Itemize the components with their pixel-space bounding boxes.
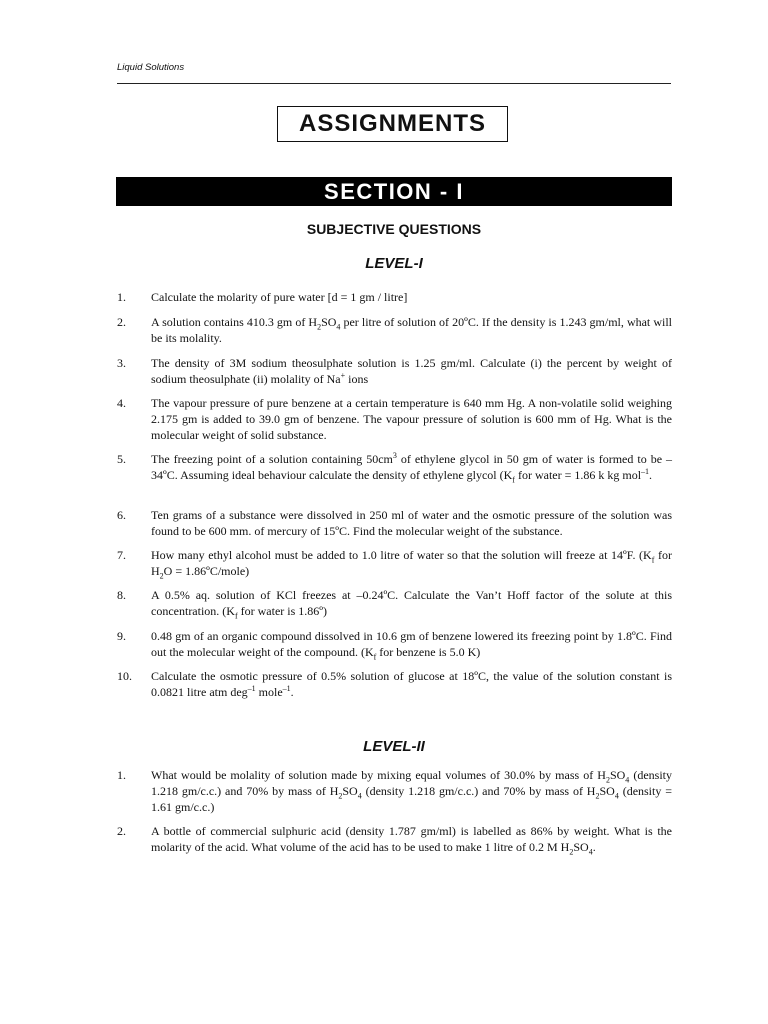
- section-heading: SECTION - I: [116, 177, 672, 206]
- question-text: The density of 3M sodium theosulphate solution is 1.25 gm/ml. Calculate (i) the percent by weight of sodium theosulphate (ii) molality of Na+ ions: [151, 356, 672, 386]
- question-text: A solution contains 410.3 gm of $H_2SO_4$ per litre of solution of 20ºC. If the density is 1.243 gm/ml, what will be its molality.: [151, 315, 672, 345]
- question-number: 10.: [117, 669, 132, 683]
- question-text: 0.48 gm of an organic compound dissolved in 10.6 gm of benzene lowered its freezing point by 1.8ºC. Find out the molecular weight of the compound. ($K_f$ for benzene is 5.0 K): [151, 629, 672, 662]
- question-item: [117, 547, 672, 579]
- question-number: 1.: [117, 290, 126, 304]
- question-text: How many ethyl alcohol must be added to 1.0 litre of water so that the solution will freeze at 14ºF. ($K_f$ for $H_2O$ = 1.86ºC/mole): [151, 548, 672, 581]
- question-number: 3.: [117, 356, 126, 370]
- question-item: [117, 355, 672, 387]
- question-number: 8.: [117, 588, 126, 602]
- level-heading-1: LEVEL-I: [365, 255, 423, 272]
- question-text: The freezing point of a solution containing $50cm^3$ of ethylene glycol in 50 gm of water is formed to be –34ºC. Assuming ideal behaviour calculate the density of ethylene glycol ($K_f$ for water = 1.86 k kg mol$^{-1}$.: [151, 451, 673, 485]
- question-number: 4.: [117, 396, 126, 410]
- question-item: [117, 314, 672, 346]
- question-item: [117, 668, 672, 700]
- question-number: 1.: [117, 768, 126, 782]
- question-text: What would be molality of solution made by mixing equal volumes of 30.0% by mass of $H_2SO_4$ (density 1.218 gm/c.c.) and 70% by mass of $H_2SO_4$ (density 1.218 gm/c.c.) and 70% by mass of $H_2SO_4$ (density = 1.61 gm/c.c.): [151, 768, 672, 814]
- question-item: [117, 289, 672, 305]
- question-item: [117, 507, 672, 539]
- question-number: 9.: [117, 629, 126, 643]
- question-item: [117, 451, 672, 483]
- question-number: 7.: [117, 548, 126, 562]
- question-item: [117, 628, 672, 660]
- question-number: 2.: [117, 315, 126, 329]
- header-divider: [117, 83, 671, 84]
- running-header: Liquid Solutions: [117, 62, 185, 73]
- question-number: 6.: [117, 508, 126, 522]
- question-text: Ten grams of a substance were dissolved in 250 ml of water and the osmotic pressure of the solution was found to be 600 mm. of mercury of 15ºC. Find the molecular weight of the substance.: [151, 508, 672, 538]
- question-text: A 0.5% aq. solution of KCl freezes at –0.24ºC. Calculate the Van’t Hoff factor of the solute at this concentration. ($K_f$ for water is 1.86º): [151, 588, 672, 621]
- question-item: [117, 767, 672, 815]
- question-item: [117, 395, 672, 443]
- level-heading-2: LEVEL-II: [363, 738, 425, 755]
- page-title: ASSIGNMENTS: [277, 106, 508, 142]
- question-item: [117, 823, 672, 855]
- question-text: Calculate the molarity of pure water [d = 1 gm / litre]: [151, 290, 408, 304]
- question-text: A bottle of commercial sulphuric acid (density 1.787 gm/ml) is labelled as 86% by weight. What is the molarity of the acid. What volume of the acid has to be used to make 1 litre of 0.2 M $H_2SO_4$.: [151, 824, 672, 857]
- question-text: Calculate the osmotic pressure of 0.5% solution of glucose at 18ºC, the value of the solution constant is 0.0821 litre atm deg$^{-1}$ mole$^{-1}$.: [151, 669, 672, 699]
- question-item: [117, 587, 672, 619]
- subtitle: SUBJECTIVE QUESTIONS: [306, 221, 482, 237]
- question-text: The vapour pressure of pure benzene at a certain temperature is 640 mm Hg. A non-volatile solid weighing 2.175 gm is added to 39.0 gm of benzene. The vapour pressure of solution is 600 mm of Hg. What is the molecular weight of solid substance.: [151, 396, 672, 442]
- question-number: 5.: [117, 452, 126, 466]
- question-number: 2.: [117, 824, 126, 838]
